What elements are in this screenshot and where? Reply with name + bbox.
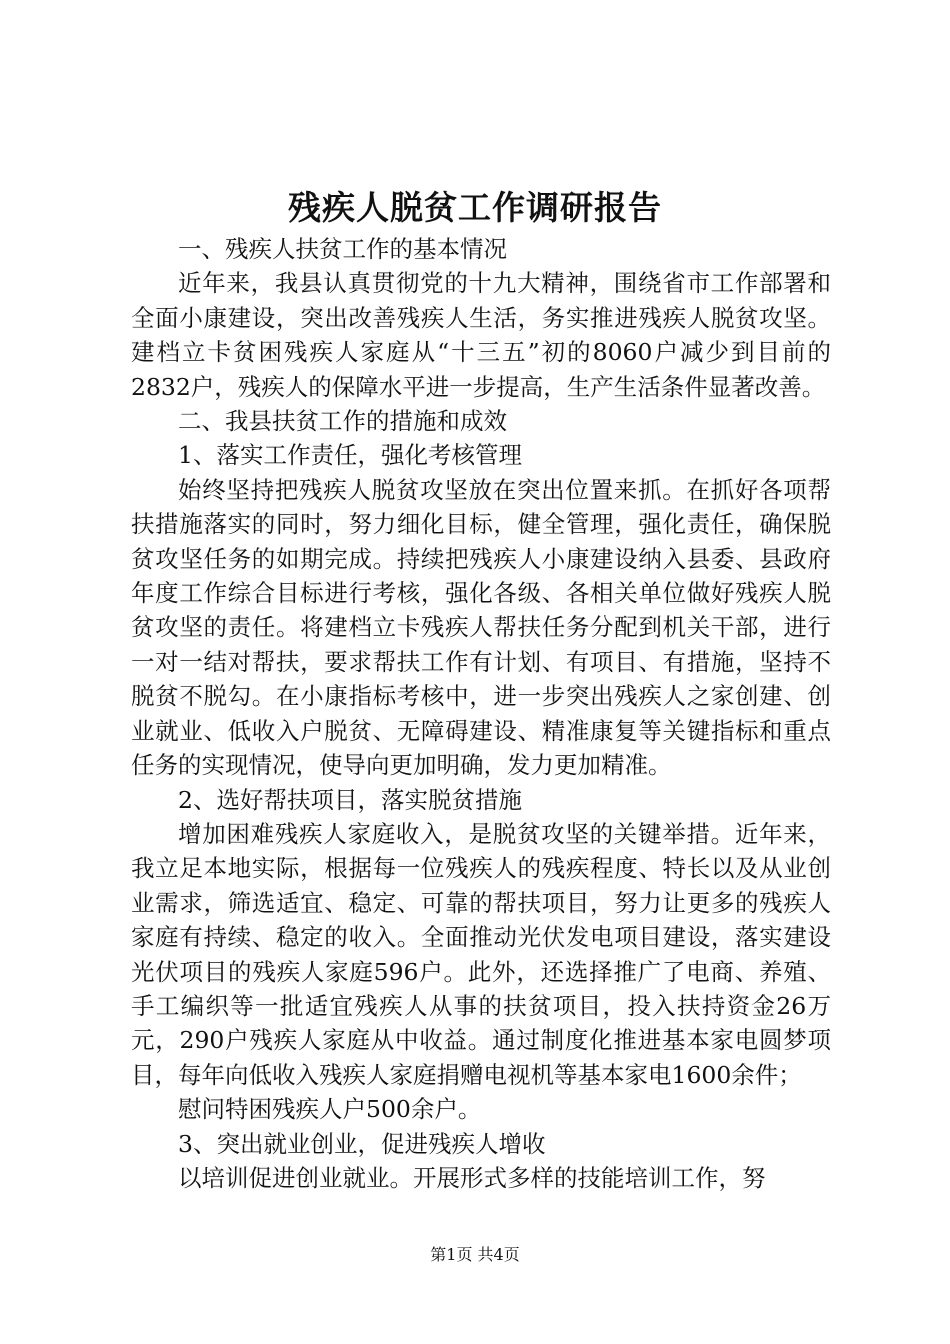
paragraph-training: 以培训促进创业就业。开展形式多样的技能培训工作，努 xyxy=(178,1163,766,1192)
subsection-heading-2: 2、选好帮扶项目，落实脱贫措施 xyxy=(178,785,522,814)
subsection-heading-3: 3、突出就业创业，促进残疾人增收 xyxy=(178,1129,546,1158)
page-number: 第1页 共4页 xyxy=(430,1245,520,1264)
subsection-heading-1: 1、落实工作责任，强化考核管理 xyxy=(178,441,522,470)
paragraph-projects: 增加困难残疾人家庭收入，是脱贫攻坚的关键举措。近年来，我立足本地实际，根据每一位残疾人的残疾程度、特长以及从业创业需求，筛选适宜、稳定、可靠的帮扶项目，努力让更多的残疾人家庭有持续、稳定的收入。全面推动光伏发电项目建设，落实建设光伏项目的残疾人家庭596户。此外，还选择推广了电商、养殖、手工编织等一批适宜残疾人从事的扶贫项目，投入扶持资金26万元，290户残疾人家庭从中收益。通过制度化推进基本家电圆梦项目，每年向低收入残疾人家庭捐赠电视机等基本家电1600余件； xyxy=(131,819,831,1089)
paragraph-basic-situation: 近年来，我县认真贯彻党的十九大精神，围绕省市工作部署和全面小康建设，突出改善残疾人生活，务实推进残疾人脱贫攻坚。建档立卡贫困残疾人家庭从“十三五”初的8060户减少到目前的2832户，残疾人的保障水平进一步提高，生产生活条件显著改善。 xyxy=(131,269,831,401)
document-title: 残疾人脱贫工作调研报告 xyxy=(288,188,662,227)
paragraph-responsibility: 始终坚持把残疾人脱贫攻坚放在突出位置来抓。在抓好各项帮扶措施落实的同时，努力细化目标，健全管理，强化责任，确保脱贫攻坚任务的如期完成。持续把残疾人小康建设纳入县委、县政府年度工作综合目标进行考核，强化各级、各相关单位做好残疾人脱贫攻坚的责任。将建档立卡残疾人帮扶任务分配到机关干部，进行一对一结对帮扶，要求帮扶工作有计划、有项目、有措施，坚持不脱贫不脱勾。在小康指标考核中，进一步突出残疾人之家创建、创业就业、低收入户脱贫、无障碍建设、精准康复等关键指标和重点任务的实现情况，使导向更加明确，发力更加精准。 xyxy=(131,475,831,780)
paragraph-condolence: 慰问特困残疾人户500余户。 xyxy=(178,1095,482,1124)
section-heading-1: 一、残疾人扶贫工作的基本情况 xyxy=(178,235,507,263)
document-body xyxy=(131,232,831,1195)
section-heading-2: 二、我县扶贫工作的措施和成效 xyxy=(178,407,507,436)
